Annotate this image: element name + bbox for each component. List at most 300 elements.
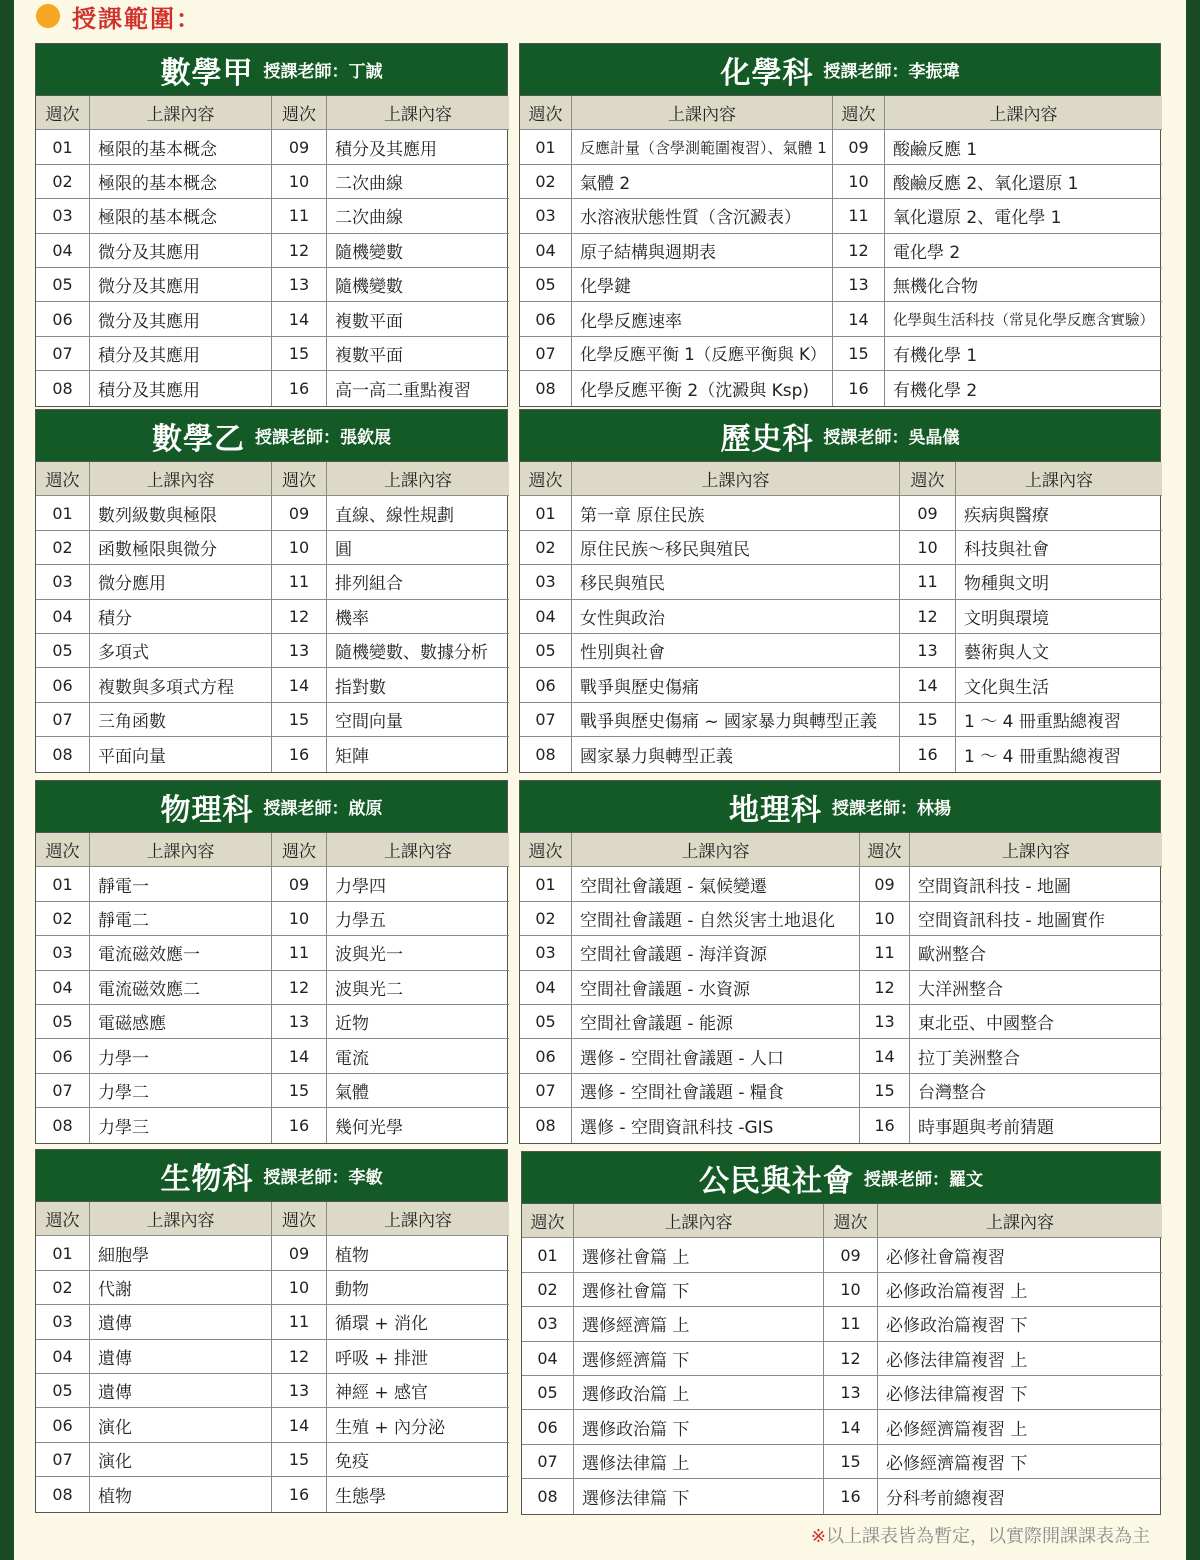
lesson-content: 原子結構與週期表 xyxy=(572,234,833,268)
lesson-content: 指對數 xyxy=(327,668,509,702)
week-number: 04 xyxy=(36,234,90,268)
week-number: 12 xyxy=(272,1340,327,1374)
column-header-week: 週次 xyxy=(900,462,956,496)
week-number: 08 xyxy=(520,1108,572,1142)
lesson-content: 必修法律篇複習 下 xyxy=(878,1376,1162,1410)
week-number: 13 xyxy=(860,1005,910,1039)
teacher-name: 授課老師：林揚 xyxy=(832,799,951,819)
lesson-content: 遺傳 xyxy=(90,1340,272,1374)
week-number: 03 xyxy=(520,199,572,233)
subject-title: 數學甲 xyxy=(160,55,254,91)
lesson-content: 女性與政治 xyxy=(572,600,900,634)
lesson-content: 排列組合 xyxy=(327,565,509,599)
week-number: 03 xyxy=(36,565,90,599)
column-header-week: 週次 xyxy=(520,833,572,867)
lesson-content: 微分應用 xyxy=(90,565,272,599)
column-header-week: 週次 xyxy=(860,833,910,867)
week-number: 02 xyxy=(36,902,90,936)
lesson-content: 隨機變數 xyxy=(327,268,509,302)
week-number: 12 xyxy=(860,971,910,1005)
lesson-content: 移民與殖民 xyxy=(572,565,900,599)
week-number: 14 xyxy=(900,668,956,702)
subject-title: 地理科 xyxy=(729,792,822,828)
teacher-name: 授課老師：李敏 xyxy=(263,1168,383,1188)
lesson-content: 台灣整合 xyxy=(910,1074,1162,1108)
lesson-content: 文明與環境 xyxy=(956,600,1162,634)
column-header-content: 上課內容 xyxy=(327,96,509,130)
column-header-content: 上課內容 xyxy=(885,96,1162,130)
lesson-content: 疾病與醫療 xyxy=(956,496,1162,530)
week-number: 08 xyxy=(36,371,90,405)
lesson-content: 1 〜 4 冊重點總複習 xyxy=(956,703,1162,737)
lesson-content: 必修社會篇複習 xyxy=(878,1238,1162,1272)
column-header-week: 週次 xyxy=(520,462,572,496)
week-number: 13 xyxy=(272,1374,327,1408)
lesson-content: 三角函數 xyxy=(90,703,272,737)
lesson-content: 力學五 xyxy=(327,902,509,936)
lesson-content: 必修法律篇複習 上 xyxy=(878,1342,1162,1376)
column-header-week: 週次 xyxy=(272,462,327,496)
column-header-week: 週次 xyxy=(824,1204,878,1238)
lesson-content: 東北亞、中國整合 xyxy=(910,1005,1162,1039)
week-number: 11 xyxy=(272,199,327,233)
lesson-content: 複數與多項式方程 xyxy=(90,668,272,702)
week-number: 13 xyxy=(272,268,327,302)
week-number: 03 xyxy=(36,199,90,233)
column-header-week: 週次 xyxy=(36,462,90,496)
subject-title: 數學乙 xyxy=(152,421,245,457)
lesson-content: 水溶液狀態性質（含沉澱表） xyxy=(572,199,833,233)
week-number: 06 xyxy=(520,302,572,336)
week-number: 08 xyxy=(522,1479,574,1513)
week-number: 05 xyxy=(36,268,90,302)
week-number: 07 xyxy=(36,1443,90,1477)
week-number: 15 xyxy=(833,337,885,371)
schedule-table xyxy=(35,780,508,1144)
lesson-content: 必修經濟篇複習 下 xyxy=(878,1445,1162,1479)
lesson-content: 化學反應平衡 2（沈澱與 Ksp) xyxy=(572,371,833,405)
table-header-banner xyxy=(520,410,1160,462)
lesson-content: 植物 xyxy=(327,1236,509,1270)
lesson-content: 空間資訊科技 - 地圖實作 xyxy=(910,902,1162,936)
week-number: 04 xyxy=(36,971,90,1005)
week-number: 12 xyxy=(272,971,327,1005)
teacher-name: 授課老師：丁誠 xyxy=(263,62,383,82)
lesson-content: 大洋洲整合 xyxy=(910,971,1162,1005)
column-header-content: 上課內容 xyxy=(910,833,1162,867)
column-header-content: 上課內容 xyxy=(572,833,860,867)
lesson-content: 生態學 xyxy=(335,1486,386,1507)
week-number: 16 xyxy=(860,1108,910,1142)
week-number: 14 xyxy=(272,302,327,336)
lesson-content: 選修 - 空間資訊科技 -GIS xyxy=(572,1108,860,1142)
week-number: 13 xyxy=(272,634,327,668)
week-number: 08 xyxy=(36,1108,90,1142)
teacher-name: 授課老師：吳晶儀 xyxy=(823,428,960,448)
column-header-content: 上課內容 xyxy=(90,462,272,496)
week-number: 07 xyxy=(36,703,90,737)
lesson-content: 空間社會議題 - 能源 xyxy=(572,1005,860,1039)
lesson-content: 靜電一 xyxy=(90,867,272,901)
week-number: 16 xyxy=(272,1477,327,1511)
week-number: 07 xyxy=(520,703,572,737)
lesson-content: 空間社會議題 - 水資源 xyxy=(572,971,860,1005)
week-number: 01 xyxy=(520,496,572,530)
lesson-content: 高一高二重點複習 xyxy=(335,380,471,401)
page-title: 授課範圍： xyxy=(72,4,202,33)
subject-title: 物理科 xyxy=(160,792,254,828)
column-header-content: 上課內容 xyxy=(574,1204,824,1238)
column-header-content: 上課內容 xyxy=(327,1202,509,1236)
lesson-content: 戰爭與歷史傷痛 xyxy=(572,668,900,702)
week-number: 02 xyxy=(36,531,90,565)
week-number: 06 xyxy=(36,668,90,702)
week-number: 15 xyxy=(272,1074,327,1108)
lesson-content: 微分及其應用 xyxy=(90,234,272,268)
lesson-content: 力學二 xyxy=(90,1074,272,1108)
week-number: 09 xyxy=(833,130,885,164)
week-number: 05 xyxy=(36,1374,90,1408)
footnote-text: 以上課表皆為暫定，以實際開課課表為主 xyxy=(826,1526,1150,1547)
lesson-content: 性別與社會 xyxy=(572,634,900,668)
week-number: 11 xyxy=(833,199,885,233)
lesson-content: 數列級數與極限 xyxy=(90,496,272,530)
footnote xyxy=(811,1522,1150,1548)
week-number: 05 xyxy=(520,268,572,302)
week-number: 10 xyxy=(824,1273,878,1307)
column-header-week: 週次 xyxy=(272,1202,327,1236)
week-number: 13 xyxy=(833,268,885,302)
lesson-content: 極限的基本概念 xyxy=(90,165,272,199)
week-number: 11 xyxy=(860,936,910,970)
week-number: 04 xyxy=(520,234,572,268)
lesson-content: 氣體 2 xyxy=(572,165,833,199)
lesson-content: 反應計量（含學測範圍複習）、氣體 1 xyxy=(572,130,833,164)
column-header-content: 上課內容 xyxy=(90,833,272,867)
week-number: 08 xyxy=(36,737,90,771)
lesson-content: 原住民族〜移民與殖民 xyxy=(572,531,900,565)
week-number: 11 xyxy=(272,565,327,599)
lesson-content: 電流磁效應二 xyxy=(90,971,272,1005)
week-number: 10 xyxy=(272,531,327,565)
lesson-content: 電流磁效應一 xyxy=(90,936,272,970)
table-header-banner xyxy=(520,781,1160,833)
week-number: 12 xyxy=(900,600,956,634)
week-number: 06 xyxy=(520,668,572,702)
lesson-content: 循環 + 消化 xyxy=(327,1305,509,1339)
week-number: 04 xyxy=(520,600,572,634)
column-header-week: 週次 xyxy=(522,1204,574,1238)
week-number: 10 xyxy=(272,902,327,936)
lesson-content: 酸鹼反應 2、氧化還原 1 xyxy=(885,165,1162,199)
week-number: 11 xyxy=(272,1305,327,1339)
lesson-content: 微分及其應用 xyxy=(90,302,272,336)
lesson-content: 隨機變數 xyxy=(327,234,509,268)
lesson-content: 免疫 xyxy=(327,1443,509,1477)
week-number: 09 xyxy=(272,496,327,530)
column-header-content: 上課內容 xyxy=(956,462,1162,496)
week-number: 08 xyxy=(36,1477,90,1511)
lesson-content: 複數平面 xyxy=(327,302,509,336)
week-number: 11 xyxy=(900,565,956,599)
lesson-content: 選修 - 空間社會議題 - 人口 xyxy=(572,1039,860,1073)
week-number: 16 xyxy=(272,1108,327,1142)
column-header-week: 週次 xyxy=(36,1202,90,1236)
lesson-content: 演化 xyxy=(90,1443,272,1477)
lesson-content: 文化與生活 xyxy=(956,668,1162,702)
lesson-content: 1 〜 4 冊重點總複習 xyxy=(964,746,1121,767)
week-number: 09 xyxy=(272,1236,327,1270)
lesson-content: 氣體 xyxy=(327,1074,509,1108)
week-number: 11 xyxy=(272,936,327,970)
lesson-content: 必修經濟篇複習 上 xyxy=(878,1410,1162,1444)
lesson-content: 演化 xyxy=(90,1408,272,1442)
table-header-banner xyxy=(36,410,507,462)
week-number: 04 xyxy=(36,1340,90,1374)
week-number: 13 xyxy=(900,634,956,668)
lesson-content: 戰爭與歷史傷痛 ~ 國家暴力與轉型正義 xyxy=(572,703,900,737)
lesson-content: 神經 + 感官 xyxy=(327,1374,509,1408)
week-number: 02 xyxy=(520,531,572,565)
lesson-content: 平面向量 xyxy=(90,737,272,771)
lesson-content: 化學反應速率 xyxy=(572,302,833,336)
week-number: 07 xyxy=(522,1445,574,1479)
week-number: 16 xyxy=(900,737,956,771)
lesson-content: 選修社會篇 下 xyxy=(574,1273,824,1307)
teacher-name: 授課老師：李振瑋 xyxy=(823,62,960,82)
lesson-content: 波與光一 xyxy=(327,936,509,970)
week-number: 09 xyxy=(900,496,956,530)
week-number: 16 xyxy=(833,371,885,405)
lesson-content: 化學反應平衡 1（反應平衡與 K） xyxy=(572,337,833,371)
subject-title: 歷史科 xyxy=(720,421,814,457)
week-number: 04 xyxy=(520,971,572,1005)
week-number: 10 xyxy=(272,165,327,199)
lesson-content: 電磁感應 xyxy=(90,1005,272,1039)
week-number: 07 xyxy=(36,1074,90,1108)
lesson-content: 微分及其應用 xyxy=(90,268,272,302)
lesson-content: 時事題與考前猜題 xyxy=(918,1117,1054,1138)
column-header-week: 週次 xyxy=(36,96,90,130)
week-number: 08 xyxy=(520,371,572,405)
teacher-name: 授課老師：啟原 xyxy=(263,799,383,819)
column-header-content: 上課內容 xyxy=(327,833,509,867)
lesson-content: 空間社會議題 - 氣候變遷 xyxy=(572,867,860,901)
column-header-content: 上課內容 xyxy=(90,96,272,130)
lesson-content: 植物 xyxy=(90,1477,272,1511)
lesson-content: 必修政治篇複習 上 xyxy=(878,1273,1162,1307)
week-number: 09 xyxy=(860,867,910,901)
lesson-content: 分科考前總複習 xyxy=(886,1488,1005,1509)
lesson-content: 靜電二 xyxy=(90,902,272,936)
week-number: 01 xyxy=(520,867,572,901)
lesson-content: 力學四 xyxy=(327,867,509,901)
week-number: 03 xyxy=(522,1307,574,1341)
subject-title: 公民與社會 xyxy=(699,1163,854,1199)
section-header xyxy=(36,2,202,33)
lesson-content: 選修 - 空間社會議題 - 糧食 xyxy=(572,1074,860,1108)
subject-title: 化學科 xyxy=(720,55,814,91)
lesson-content: 化學與生活科技（常見化學反應含實驗） xyxy=(885,302,1162,336)
column-header-week: 週次 xyxy=(272,96,327,130)
week-number: 13 xyxy=(272,1005,327,1039)
week-number: 02 xyxy=(36,165,90,199)
week-number: 16 xyxy=(272,371,327,405)
week-number: 14 xyxy=(272,668,327,702)
lesson-content: 積分及其應用 xyxy=(90,371,272,405)
week-number: 06 xyxy=(520,1039,572,1073)
week-number: 07 xyxy=(520,337,572,371)
lesson-content: 二次曲線 xyxy=(327,165,509,199)
week-number: 12 xyxy=(833,234,885,268)
lesson-content: 選修法律篇 上 xyxy=(574,1445,824,1479)
week-number: 10 xyxy=(833,165,885,199)
lesson-content: 選修法律篇 下 xyxy=(574,1479,824,1513)
week-number: 05 xyxy=(36,634,90,668)
lesson-content: 物種與文明 xyxy=(956,565,1162,599)
lesson-content: 拉丁美洲整合 xyxy=(910,1039,1162,1073)
lesson-content: 積分及其應用 xyxy=(90,337,272,371)
column-header-content: 上課內容 xyxy=(572,96,833,130)
lesson-content: 二次曲線 xyxy=(327,199,509,233)
lesson-content: 幾何光學 xyxy=(335,1117,403,1138)
column-header-week: 週次 xyxy=(520,96,572,130)
week-number: 07 xyxy=(36,337,90,371)
table-header-banner xyxy=(522,1152,1160,1204)
week-number: 16 xyxy=(272,737,327,771)
lesson-content: 第一章 原住民族 xyxy=(572,496,900,530)
lesson-content: 積分及其應用 xyxy=(327,130,509,164)
column-header-content: 上課內容 xyxy=(878,1204,1162,1238)
lesson-content: 機率 xyxy=(327,600,509,634)
week-number: 02 xyxy=(520,902,572,936)
lesson-content: 電化學 2 xyxy=(885,234,1162,268)
week-number: 15 xyxy=(900,703,956,737)
orange-dot-icon xyxy=(36,4,60,28)
column-header-content: 上課內容 xyxy=(572,462,900,496)
lesson-content: 空間社會議題 - 海洋資源 xyxy=(572,936,860,970)
week-number: 05 xyxy=(522,1376,574,1410)
week-number: 03 xyxy=(520,565,572,599)
table-header-banner xyxy=(520,44,1160,96)
schedule-table xyxy=(35,1149,508,1513)
table-header-banner xyxy=(36,781,507,833)
lesson-content: 生殖 + 內分泌 xyxy=(327,1408,509,1442)
schedule-table xyxy=(35,409,508,773)
column-header-week: 週次 xyxy=(36,833,90,867)
week-number: 10 xyxy=(900,531,956,565)
lesson-content: 近物 xyxy=(327,1005,509,1039)
schedule-table xyxy=(519,409,1161,773)
lesson-content: 空間向量 xyxy=(327,703,509,737)
column-header-week: 週次 xyxy=(272,833,327,867)
lesson-content: 矩陣 xyxy=(335,746,369,767)
lesson-content: 有機化學 2 xyxy=(893,380,978,401)
week-number: 14 xyxy=(833,302,885,336)
column-header-content: 上課內容 xyxy=(90,1202,272,1236)
week-number: 09 xyxy=(824,1238,878,1272)
lesson-content: 無機化合物 xyxy=(885,268,1162,302)
week-number: 09 xyxy=(272,130,327,164)
week-number: 10 xyxy=(860,902,910,936)
week-number: 15 xyxy=(272,337,327,371)
lesson-content: 圓 xyxy=(327,531,509,565)
teacher-name: 授課老師：張欽展 xyxy=(255,428,391,448)
lesson-content: 空間資訊科技 - 地圖 xyxy=(910,867,1162,901)
lesson-content: 酸鹼反應 1 xyxy=(885,130,1162,164)
teacher-name: 授課老師：羅文 xyxy=(864,1170,983,1190)
schedule-table xyxy=(521,1151,1161,1515)
lesson-content: 氧化還原 2、電化學 1 xyxy=(885,199,1162,233)
week-number: 12 xyxy=(272,234,327,268)
table-header-banner xyxy=(36,1150,507,1202)
week-number: 12 xyxy=(272,600,327,634)
lesson-content: 函數極限與微分 xyxy=(90,531,272,565)
lesson-content: 藝術與人文 xyxy=(956,634,1162,668)
lesson-content: 遺傳 xyxy=(90,1374,272,1408)
week-number: 14 xyxy=(272,1039,327,1073)
lesson-content: 選修社會篇 上 xyxy=(574,1238,824,1272)
lesson-content: 代謝 xyxy=(90,1271,272,1305)
week-number: 16 xyxy=(824,1479,878,1513)
lesson-content: 有機化學 1 xyxy=(885,337,1162,371)
page xyxy=(14,0,1186,1560)
note-mark: ※ xyxy=(810,1526,826,1547)
lesson-content: 空間社會議題 - 自然災害土地退化 xyxy=(572,902,860,936)
week-number: 03 xyxy=(36,936,90,970)
column-header-week: 週次 xyxy=(833,96,885,130)
week-number: 11 xyxy=(824,1307,878,1341)
week-number: 06 xyxy=(522,1410,574,1444)
week-number: 14 xyxy=(860,1039,910,1073)
week-number: 02 xyxy=(520,165,572,199)
week-number: 05 xyxy=(520,1005,572,1039)
week-number: 02 xyxy=(522,1273,574,1307)
week-number: 05 xyxy=(520,634,572,668)
week-number: 04 xyxy=(522,1342,574,1376)
lesson-content: 選修政治篇 下 xyxy=(574,1410,824,1444)
week-number: 15 xyxy=(272,703,327,737)
week-number: 01 xyxy=(520,130,572,164)
schedule-table xyxy=(35,43,508,407)
week-number: 13 xyxy=(824,1376,878,1410)
schedule-table xyxy=(519,780,1161,1144)
week-number: 12 xyxy=(824,1342,878,1376)
week-number: 06 xyxy=(36,1408,90,1442)
lesson-content: 科技與社會 xyxy=(956,531,1162,565)
week-number: 03 xyxy=(520,936,572,970)
week-number: 14 xyxy=(824,1410,878,1444)
lesson-content: 歐洲整合 xyxy=(910,936,1162,970)
week-number: 05 xyxy=(36,1005,90,1039)
week-number: 01 xyxy=(36,867,90,901)
table-header-banner xyxy=(36,44,507,96)
column-header-content: 上課內容 xyxy=(327,462,509,496)
week-number: 04 xyxy=(36,600,90,634)
lesson-content: 呼吸 + 排泄 xyxy=(327,1340,509,1374)
week-number: 08 xyxy=(520,737,572,771)
lesson-content: 複數平面 xyxy=(327,337,509,371)
schedule-table xyxy=(519,43,1161,407)
lesson-content: 遺傳 xyxy=(90,1305,272,1339)
week-number: 01 xyxy=(36,130,90,164)
lesson-content: 力學三 xyxy=(90,1108,272,1142)
week-number: 07 xyxy=(520,1074,572,1108)
lesson-content: 極限的基本概念 xyxy=(90,130,272,164)
week-number: 01 xyxy=(36,496,90,530)
lesson-content: 力學一 xyxy=(90,1039,272,1073)
subject-title: 生物科 xyxy=(160,1161,254,1197)
